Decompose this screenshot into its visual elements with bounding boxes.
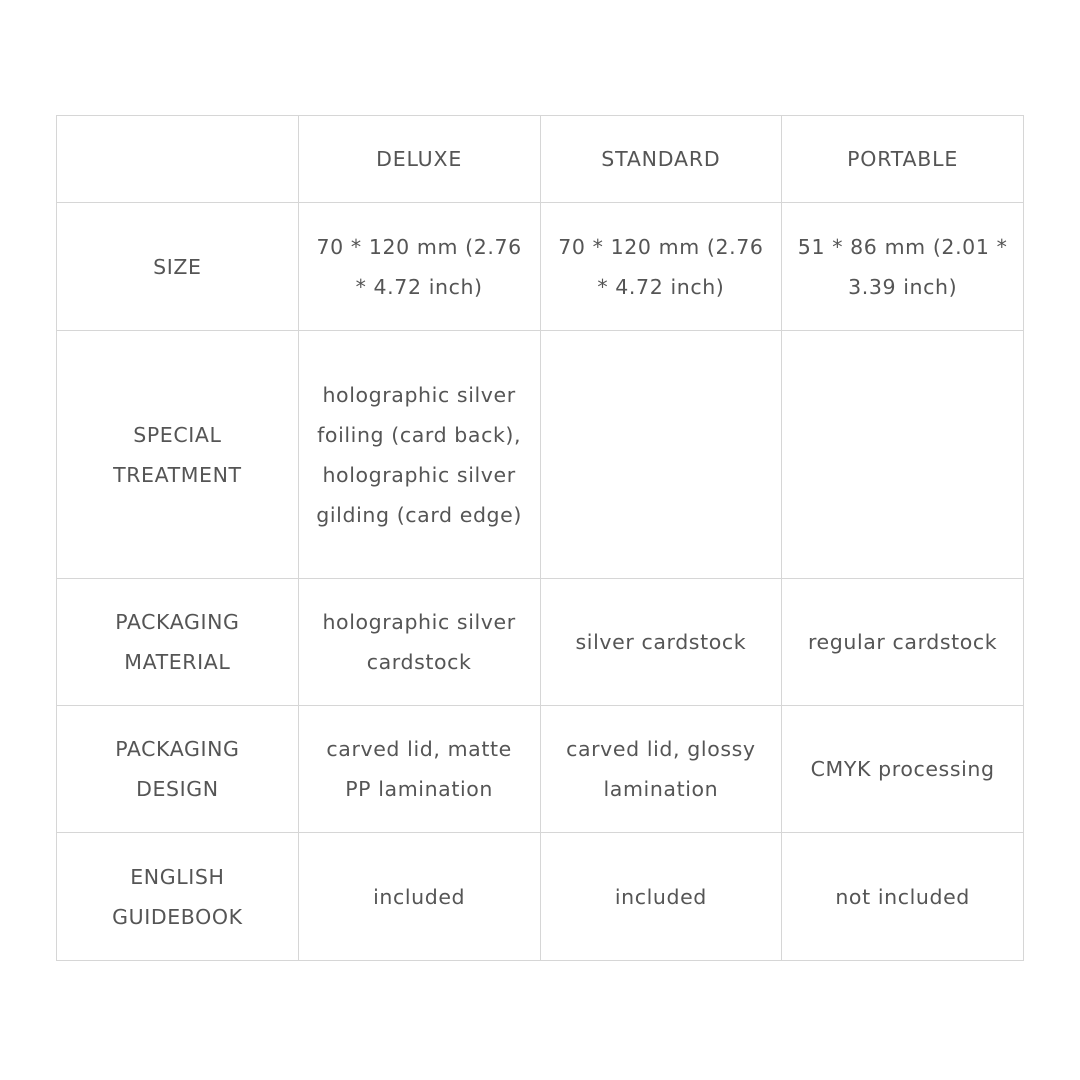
- cell-english-guidebook-portable: not included: [782, 833, 1024, 961]
- header-cell-portable: PORTABLE: [782, 116, 1024, 203]
- cell-packaging-design-deluxe: carved lid, matte PP lamination: [298, 706, 540, 833]
- table-row-english-guidebook: [57, 833, 1024, 961]
- cell-special-treatment-deluxe: holographic silver foiling (card back), holographic silver gilding (card edge): [298, 331, 540, 579]
- cell-size-portable: 51 * 86 mm (2.01 * 3.39 inch): [782, 203, 1024, 331]
- row-label-size: SIZE: [57, 203, 299, 331]
- row-label-packaging-material: PACKAGING MATERIAL: [57, 579, 299, 706]
- table-header-row: [57, 116, 1024, 203]
- header-cell-deluxe: DELUXE: [298, 116, 540, 203]
- table-row-size: [57, 203, 1024, 331]
- row-label-special-treatment: SPECIAL TREATMENT: [57, 331, 299, 579]
- cell-packaging-design-standard: carved lid, glossy lamination: [540, 706, 782, 833]
- cell-size-deluxe: 70 * 120 mm (2.76 * 4.72 inch): [298, 203, 540, 331]
- comparison-table-container: [56, 115, 1024, 960]
- cell-packaging-design-portable: CMYK processing: [782, 706, 1024, 833]
- cell-size-standard: 70 * 120 mm (2.76 * 4.72 inch): [540, 203, 782, 331]
- cell-special-treatment-portable: [782, 331, 1024, 579]
- cell-packaging-material-portable: regular cardstock: [782, 579, 1024, 706]
- row-label-packaging-design: PACKAGING DESIGN: [57, 706, 299, 833]
- cell-english-guidebook-deluxe: included: [298, 833, 540, 961]
- row-label-english-guidebook: ENGLISH GUIDEBOOK: [57, 833, 299, 961]
- header-cell-empty: [57, 116, 299, 203]
- table-row-special-treatment: [57, 331, 1024, 579]
- cell-packaging-material-standard: silver cardstock: [540, 579, 782, 706]
- table-row-packaging-material: [57, 579, 1024, 706]
- header-cell-standard: STANDARD: [540, 116, 782, 203]
- table-row-packaging-design: [57, 706, 1024, 833]
- cell-special-treatment-standard: [540, 331, 782, 579]
- cell-packaging-material-deluxe: holographic silver cardstock: [298, 579, 540, 706]
- comparison-table: [56, 115, 1024, 961]
- cell-english-guidebook-standard: included: [540, 833, 782, 961]
